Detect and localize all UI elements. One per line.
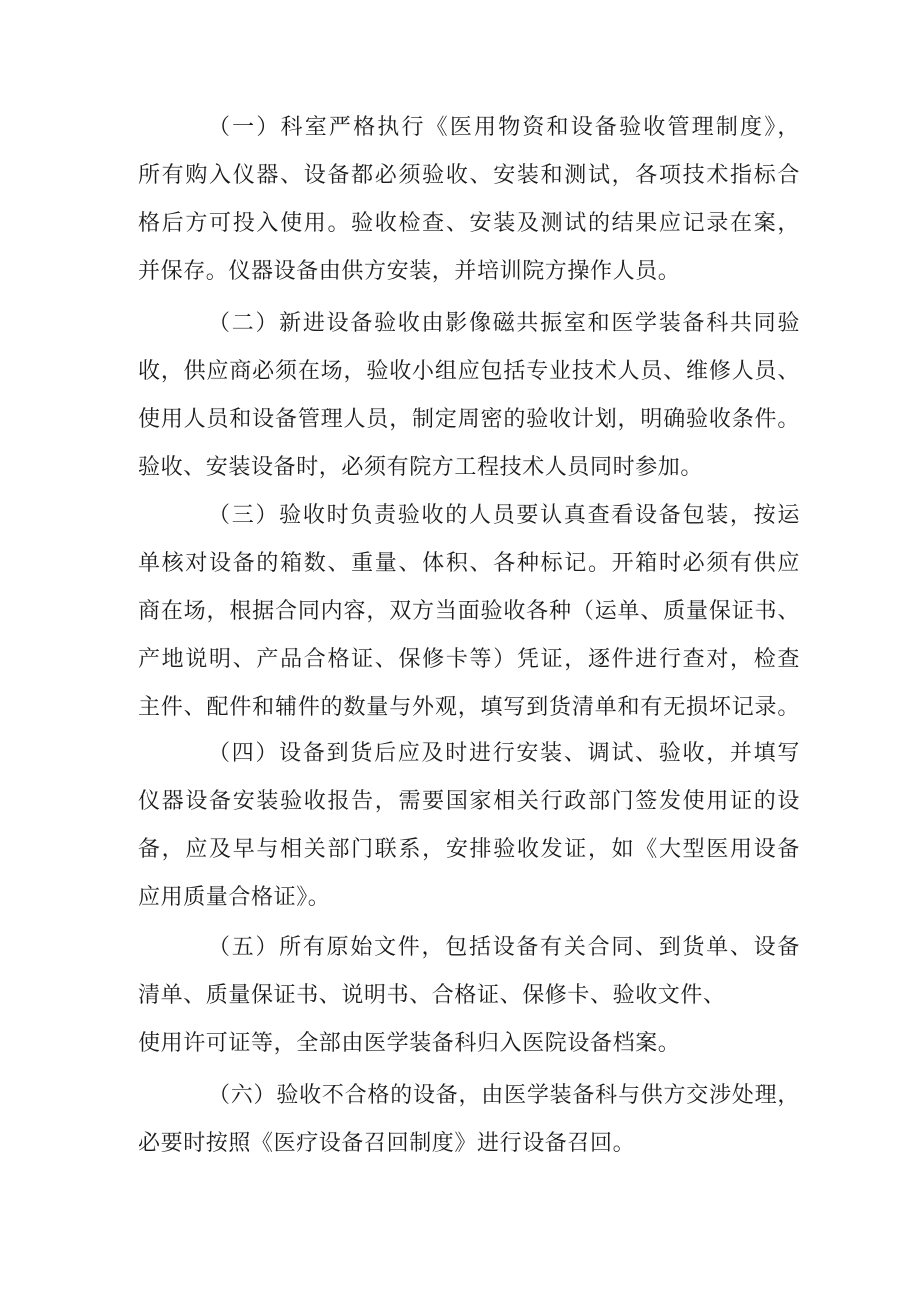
paragraph-line: （四）设备到货后应及时进行安装、调试、验收，并填写: [208, 741, 800, 766]
paragraph-line: 并保存。仪器设备由供方安装，并培训院方操作人员。: [138, 259, 681, 284]
paragraph-line: 清单、质量保证书、说明书、合格证、保修卡、验收文件、: [138, 983, 726, 1008]
paragraph-line: 产地说明、产品合格证、保修卡等）凭证，逐件进行查对，检查: [138, 647, 800, 672]
paragraph-3: [138, 492, 800, 732]
paragraph-line: 仪器设备安装验收报告，需要国家相关行政部门签发使用证的设: [138, 789, 800, 814]
paragraph-5: [138, 924, 800, 1068]
paragraph-line: 必要时按照《医疗设备召回制度》进行设备召回。: [138, 1131, 636, 1156]
paragraph-line: 备，应及早与相关部门联系，安排验收发证，如《大型医用设备: [138, 837, 800, 862]
paragraph-6: [138, 1072, 800, 1168]
paragraph-1: [138, 104, 800, 296]
paragraph-2: [138, 300, 800, 492]
paragraph-line: （三）验收时负责验收的人员要认真查看设备包装，按运: [208, 503, 800, 528]
paragraph-line: 单核对设备的箱数、重量、体积、各种标记。开箱时必须有供应: [138, 551, 800, 576]
paragraph-line: （六）验收不合格的设备，由医学装备科与供方交涉处理，: [208, 1083, 800, 1108]
paragraph-line: 格后方可投入使用。验收检查、安装及测试的结果应记录在案，: [138, 211, 800, 236]
paragraph-line: 使用许可证等，全部由医学装备科归入医院设备档案。: [138, 1031, 681, 1056]
paragraph-line: 商在场，根据合同内容，双方当面验收各种（运单、质量保证书、: [138, 599, 800, 624]
paragraph-line: 应用质量合格证》。: [138, 885, 331, 910]
paragraph-line: （五）所有原始文件，包括设备有关合同、到货单、设备: [208, 935, 800, 960]
paragraph-4: [138, 730, 800, 922]
paragraph-line: 所有购入仪器、设备都必须验收、安装和测试，各项技术指标合: [138, 163, 800, 188]
paragraph-line: （一）科室严格执行《医用物资和设备验收管理制度》，: [208, 115, 800, 140]
paragraph-line: 收，供应商必须在场，验收小组应包括专业技术人员、维修人员、: [138, 359, 800, 384]
paragraph-line: 主件、配件和辅件的数量与外观，填写到货清单和有无损坏记录。: [138, 695, 800, 720]
paragraph-line: （二）新进设备验收由影像磁共振室和医学装备科共同验: [208, 311, 800, 336]
paragraph-line: 验收、安装设备时，必须有院方工程技术人员同时参加。: [138, 455, 704, 480]
paragraph-line: 使用人员和设备管理人员，制定周密的验收计划，明确验收条件。: [138, 407, 800, 432]
